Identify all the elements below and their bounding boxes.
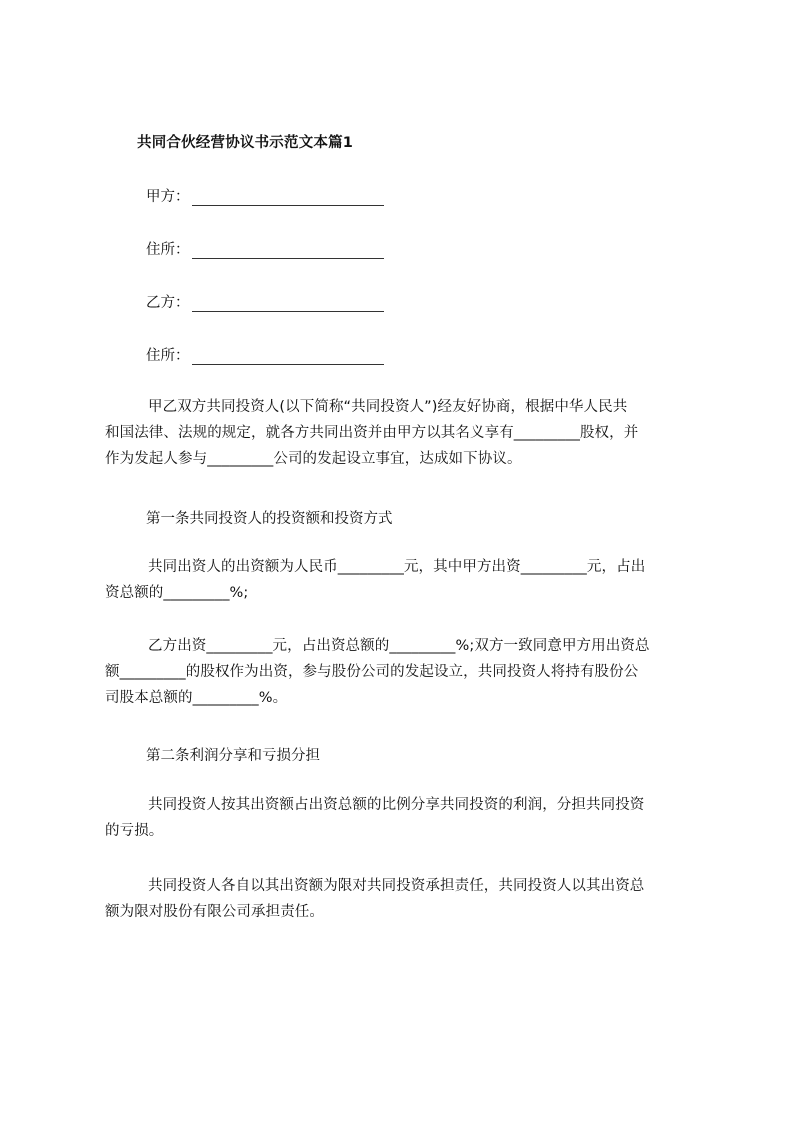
party-b-blank-line — [192, 296, 384, 312]
paragraph-line: 资总额的_________%; — [105, 585, 249, 601]
paragraph-line: 的亏损。 — [105, 823, 164, 839]
paragraph-line: 共同投资人各自以其出资额为限对共同投资承担责任，共同投资人以其出资总 — [148, 878, 645, 894]
party-a-label: 甲方： — [146, 189, 190, 205]
paragraph-line: 额为限对股份有限公司承担责任。 — [105, 904, 324, 920]
article-2-paragraph-1 — [105, 792, 705, 844]
party-b-address-label: 住所： — [146, 348, 190, 364]
party-b-address-field — [146, 344, 384, 365]
article-2-heading: 第二条利润分享和亏损分担 — [146, 748, 320, 764]
paragraph-line: 和国法律、法规的规定，就各方共同出资并由甲方以其名义享有_________股权，并 — [105, 425, 639, 441]
intro-paragraph — [105, 394, 705, 472]
paragraph-line: 作为发起人参与_________公司的发起设立事宜，达成如下协议。 — [105, 451, 522, 467]
paragraph-line: 甲乙双方共同投资人(以下简称“共同投资人”)经友好协商，根据中华人民共 — [148, 399, 628, 415]
party-a-address-blank-line — [192, 243, 384, 259]
party-b-label: 乙方： — [146, 295, 190, 311]
article-1-paragraph-2 — [105, 633, 705, 711]
party-a-address-field — [146, 238, 384, 259]
party-b-address-blank-line — [192, 349, 384, 365]
party-a-address-label: 住所： — [146, 242, 190, 258]
paragraph-line: 额_________的股权作为出资，参与股份公司的发起设立，共同投资人将持有股份公 — [105, 664, 639, 680]
paragraph-line: 共同出资人的出资额为人民币_________元，其中甲方出资_________元，占出 — [148, 559, 646, 575]
article-2-paragraph-2 — [105, 873, 705, 925]
article-1-paragraph-1 — [105, 554, 705, 606]
paragraph-line: 乙方出资_________元，占出资总额的_________%;双方一致同意甲方用出资总 — [148, 638, 650, 654]
party-a-blank-line — [192, 190, 384, 206]
paragraph-line: 共同投资人按其出资额占出资总额的比例分享共同投资的利润，分担共同投资 — [148, 797, 645, 813]
party-a-field — [146, 185, 384, 206]
article-1-heading: 第一条共同投资人的投资额和投资方式 — [146, 511, 393, 527]
document-title: 共同合伙经营协议书示范文本篇1 — [137, 135, 354, 151]
party-b-field — [146, 291, 384, 312]
paragraph-line: 司股本总额的_________%。 — [105, 690, 288, 706]
